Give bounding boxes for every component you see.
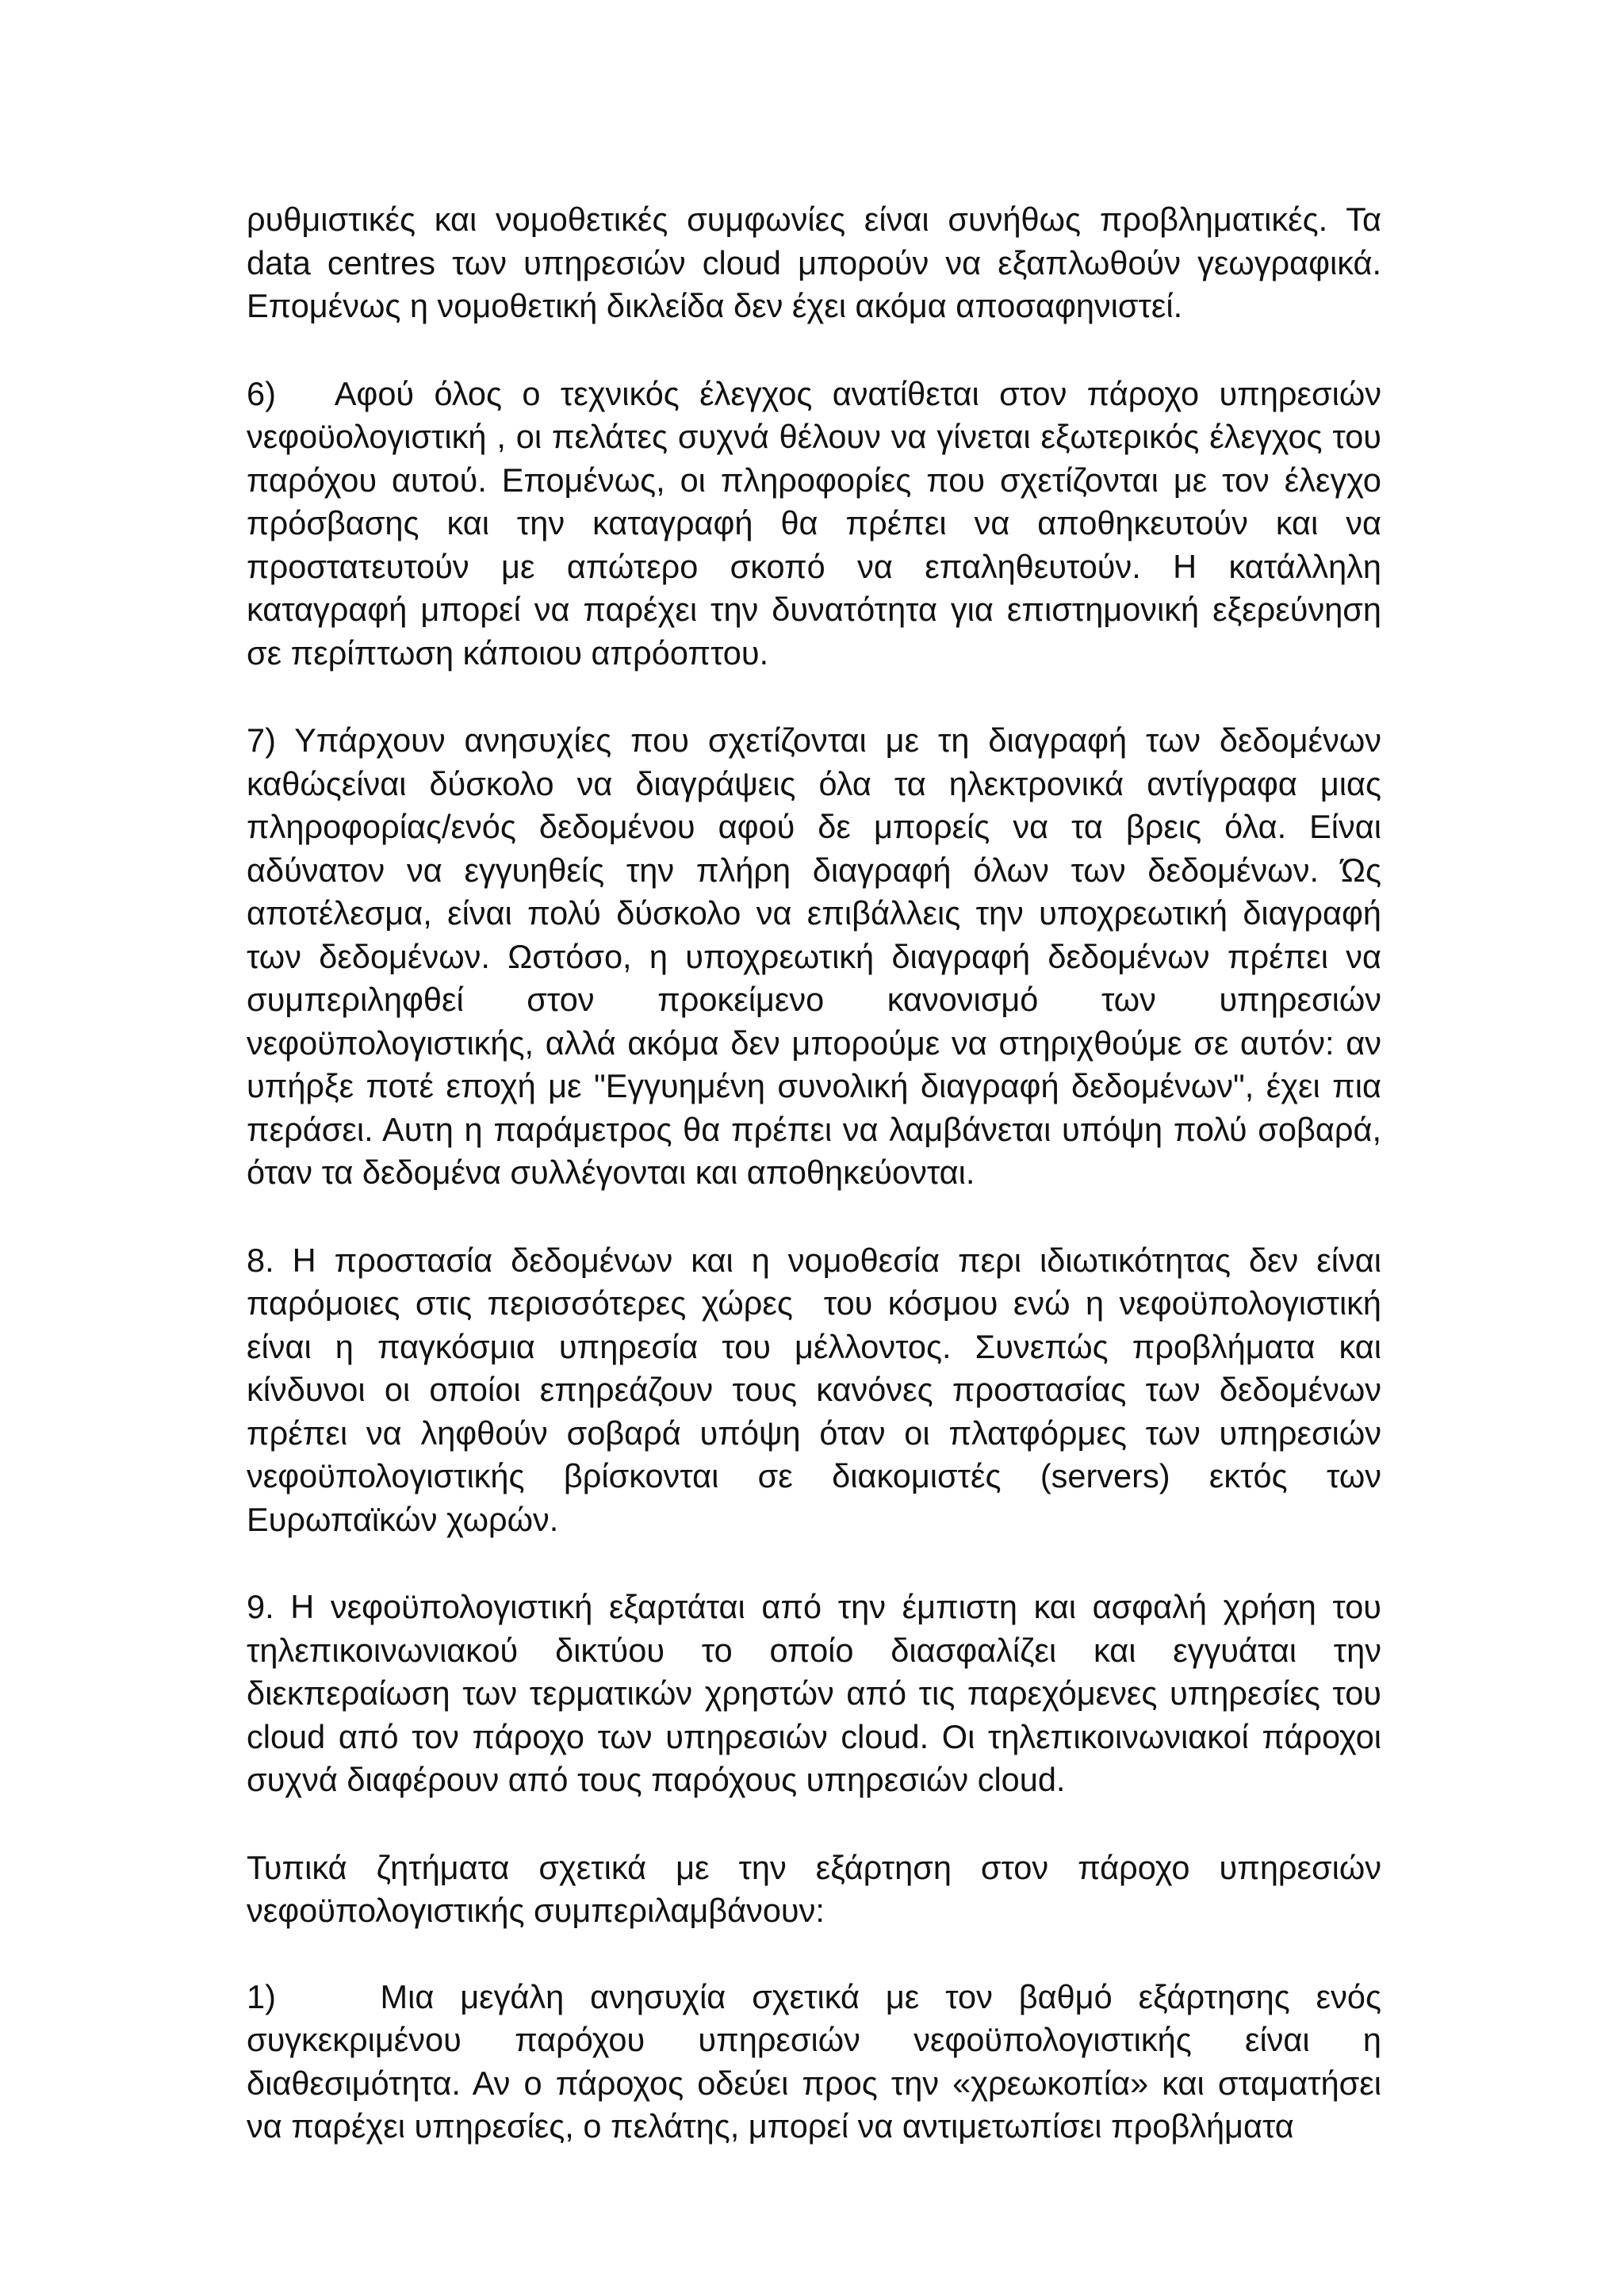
paragraph-item-9: 9. Η νεφοϋπολογιστική εξαρτάται από την έμπιστη και ασφαλή χρήση του τηλεπικοινωνιακού δικτύου το οποίο διασφαλίζει και εγγυάται την διεκπεραίωση των τερματικών χρηστών από τις παρεχόμενες υπηρεσίες του cloud από τον πάροχο των υπηρεσιών cloud. Οι τηλεπικοινωνιακοί πάροχοι συχνά διαφέρουν από τους παρόχους υπηρεσιών cloud. (247, 1588, 1391, 1798)
paragraph-dependency-intro: Τυπικά ζητήματα σχετικά με την εξάρτηση στον πάροχο υπηρεσιών νεφοϋπολογιστικής συμπεριλαμβάνουν: (247, 1848, 1391, 1929)
document-body (247, 198, 1391, 2193)
paragraph-dependency-item-1: 1) Μια μεγάλη ανησυχία σχετικά με τον βαθμό εξάρτησης ενός συγκεκριμένου παρόχου υπηρεσιών νεφοϋπολογιστικής είναι η διαθεσιμότητα. Αν ο πάροχος οδεύει προς την «χρεωκοπία» και σταματήσει να παρέχει υπηρεσίες, ο πελάτης, μπορεί να αντιμετωπίσει προβλήματα (247, 1977, 1391, 2145)
paragraph-item-6: 6) Αφού όλος ο τεχνικός έλεγχος ανατίθεται στον πάροχο υπηρεσιών νεφοϋολογιστική , οι πελάτες συχνά θέλουν να γίνεται εξωτερικός έλεγχος του παρόχου αυτού. Επομένως, οι πληροφορίες που σχετίζονται με τον έλεγχο πρόσβασης και την καταγραφή θα πρέπει να αποθηκευτούν και να προστατευτούν με απώτερο σκοπό να επαληθευτούν. Η κατάλληλη καταγραφή μπορεί να παρέχει την δυνατότητα για επιστημονική εξερεύνηση σε περίπτωση κάποιου απρόοπτου. (247, 374, 1391, 672)
paragraph-regulatory-agreements: ρυθμιστικές και νομοθετικές συμφωνίες είναι συνήθως προβληματικές. Τα data centres των υπηρεσιών cloud μπορούν να εξαπλωθούν γεωγραφικά. Επομένως η νομοθετική δικλείδα δεν έχει ακόμα αποσαφηνιστεί. (247, 201, 1391, 324)
paragraph-item-8: 8. Η προστασία δεδομένων και η νομοθεσία περι ιδιωτικότητας δεν είναι παρόμοιες στις περισσότερες χώρες του κόσμου ενώ η νεφοϋπολογιστική είναι η παγκόσμια υπηρεσία του μέλλοντος. Συνεπώς προβλήματα και κίνδυνοι οι οποίοι επηρεάζουν τους κανόνες προστασίας των δεδομένων πρέπει να ληφθούν σοβαρά υπόψη όταν οι πλατφόρμες των υπηρεσιών νεφοϋπολογιστικής βρίσκονται σε διακομιστές (servers) εκτός των Ευρωπαϊκών χωρών. (247, 1241, 1391, 1538)
paragraph-item-7: 7) Υπάρχουν ανησυχίες που σχετίζονται με τη διαγραφή των δεδομένων καθώςείναι δύσκολο να διαγράψεις όλα τα ηλεκτρονικά αντίγραφα μιας πληροφορίας/ενός δεδομένου αφού δε μπορείς να τα βρεις όλα. Είναι αδύνατον να εγγυηθείς την πλήρη διαγραφή όλων των δεδομένων. Ώς αποτέλεσμα, είναι πολύ δύσκολο να επιβάλλεις την υποχρεωτική διαγραφή των δεδομένων. Ωστόσο, η υποχρεωτική διαγραφή δεδομένων πρέπει να συμπεριληφθεί στον προκείμενο κανονισμό των υπηρεσιών νεφοϋπολογιστικής, αλλά ακόμα δεν μπορούμε να στηριχθούμε σε αυτόν: αν υπήρξε ποτέ εποχή με "Εγγυημένη συνολική διαγραφή δεδομένων", έχει πια περάσει. Αυτη η παράμετρος θα πρέπει να λαμβάνεται υπόψη πολύ σοβαρά, όταν τα δεδομένα συλλέγονται και αποθηκεύονται. (247, 721, 1391, 1191)
